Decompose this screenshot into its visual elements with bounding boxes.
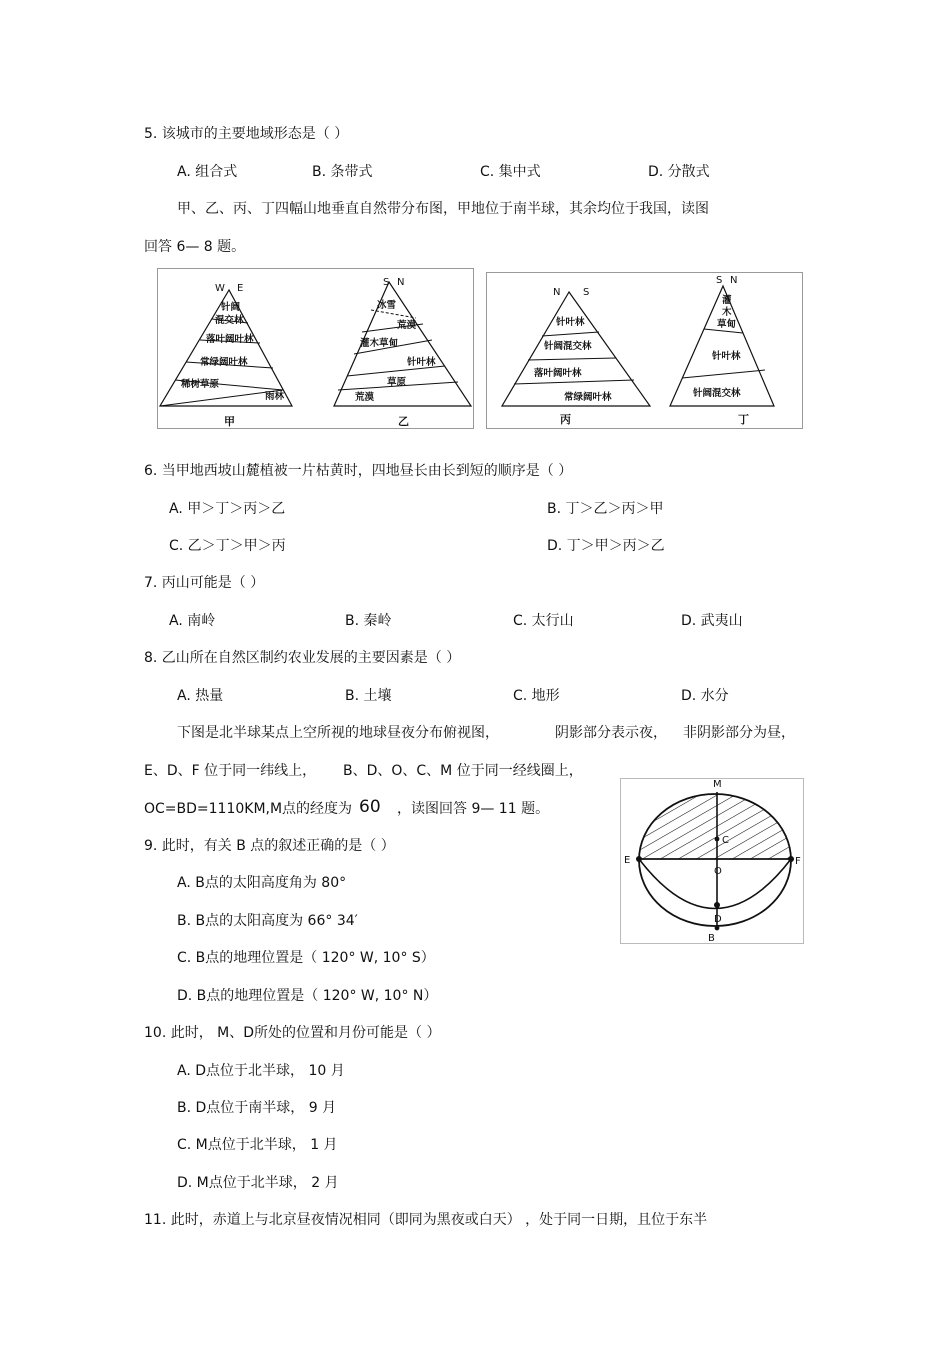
q8-option-a: A. 热量 [177,688,224,704]
q9-option-a: A. B点的太阳高度角为 80° [177,875,347,891]
bing-zone-2: 针阔混交林 [544,341,592,352]
q8-option-b: B. 土壤 [345,688,392,704]
yi-dir-right: N [397,277,405,288]
q5-stem: 5. 该城市的主要地域形态是（ ） [144,126,349,142]
bing-zone-1: 针叶林 [556,317,585,328]
q9-stem: 9. 此时，有关 B 点的叙述正确的是（ ） [144,838,395,854]
intro2-line3c: ，读图回答 9— 11 题。 [397,801,550,817]
jia-caption: 甲 [224,415,235,428]
bing-dir-right: S [583,287,590,298]
label-o: O [714,866,722,877]
q6-option-c: C. 乙＞丁＞甲＞丙 [169,538,286,554]
bing-zone-3: 落叶阔叶林 [534,368,582,379]
bing-caption: 丙 [560,413,571,426]
intro2-line2a: E、D、F 位于同一纬线上， [144,763,317,779]
intro2-line1c: 非阴影部分为昼， [683,725,795,741]
ding-zone-3: 草甸 [717,319,737,330]
intro1-line1: 甲、乙、丙、丁四幅山地垂直自然带分布图，甲地位于南半球，其余均位于我国，读图 [177,201,709,217]
q6-option-a: A. 甲＞丁＞丙＞乙 [169,501,286,517]
q5-option-a: A. 组合式 [177,164,238,180]
q10-option-d: D. M点位于北半球， 2 月 [177,1175,339,1191]
ding-caption: 丁 [738,413,749,426]
q8-option-c: C. 地形 [513,688,560,704]
mountain-jia [160,283,292,428]
yi-zone-2: 荒漠 [397,320,417,331]
yi-zone-6: 荒漠 [355,392,375,403]
intro2-line1a: 下图是北半球某点上空所视的地球昼夜分布俯视图， [177,725,499,741]
yi-dir-left: S [383,277,390,288]
q6-option-d: D. 丁＞甲＞丙＞乙 [547,538,665,554]
intro2-line3a: OC=BD=1110KM,M点的经度为 [144,801,353,817]
yi-zone-5: 草原 [387,377,407,388]
q5-option-b: B. 条带式 [312,164,373,180]
q10-option-a: A. D点位于北半球， 10 月 [177,1063,345,1079]
jia-dir-left: W [215,283,225,294]
q5-option-c: C. 集中式 [480,164,541,180]
yi-caption: 乙 [398,415,409,428]
bing-dir-left: N [553,287,561,298]
mountain-yi [334,277,471,428]
jia-zone-6: 雨林 [265,391,285,402]
q9-option-c: C. B点的地理位置是（ 120° W, 10° S） [177,950,435,966]
yi-zone-3: 灌木草甸 [360,338,399,349]
ding-dir-left: S [716,275,723,286]
ding-zone-5: 针阔混交林 [693,388,741,399]
jia-zone-5: 稀树草原 [181,379,220,390]
q10-stem: 10. 此时， M、D所处的位置和月份可能是（ ） [144,1025,441,1041]
label-e: E [624,855,631,866]
jia-zone-3: 落叶阔叶林 [206,334,254,345]
q7-stem: 7. 丙山可能是（ ） [144,575,265,591]
ding-zone-2: 木 [722,307,732,318]
q6-stem: 6. 当甲地西坡山麓植被一片枯黄时，四地昼长由长到短的顺序是（ ） [144,463,573,479]
yi-zone-4: 针叶林 [407,357,436,368]
q8-stem: 8. 乙山所在自然区制约农业发展的主要因素是（ ） [144,650,461,666]
label-d: D [714,914,722,925]
q6-option-b: B. 丁＞乙＞丙＞甲 [547,501,664,517]
label-m: M [713,779,722,790]
q9-option-b: B. B点的太阳高度为 66° 34′ [177,913,358,929]
mountain-figure-bing-ding [486,272,804,430]
q9-option-d: D. B点的地理位置是（ 120° W, 10° N） [177,988,438,1004]
yi-zone-1: 冰雪 [377,300,397,311]
mountain-bing [502,287,650,426]
q7-option-a: A. 南岭 [169,613,216,629]
label-c: C [722,835,729,846]
jia-zone-1: 针阔 [221,302,241,313]
q7-option-c: C. 太行山 [513,613,574,629]
globe-day-night-diagram [620,778,804,944]
q11-stem: 11. 此时，赤道上与北京昼夜情况相同（即同为黑夜或白天） ，处于同一日期，且位于东半 [144,1212,708,1228]
label-b: B [708,933,715,944]
ding-zone-1: 灌 [722,295,732,306]
jia-zone-4: 常绿阔叶林 [200,357,248,368]
ding-zone-4: 针叶林 [712,351,741,362]
mountain-ding [670,275,774,426]
jia-dir-right: E [237,283,244,294]
ding-dir-right: N [730,275,738,286]
intro2-line2b: B、D、O、C、M 位于同一经线圈上， [343,763,583,779]
q7-option-b: B. 秦岭 [345,613,392,629]
q10-option-c: C. M点位于北半球， 1 月 [177,1137,338,1153]
intro1-line2: 回答 6— 8 题。 [144,239,246,255]
intro2-line1b: 阴影部分表示夜， [555,725,667,741]
q5-option-d: D. 分散式 [648,164,710,180]
q7-option-d: D. 武夷山 [681,613,743,629]
bing-zone-4: 常绿阔叶林 [564,392,612,403]
intro2-longitude-value: 60 [359,797,381,817]
label-f: F [795,856,801,867]
jia-zone-2: 混交林 [215,315,244,326]
mountain-figure-jia-yi [157,268,475,430]
q8-option-d: D. 水分 [681,688,729,704]
q10-option-b: B. D点位于南半球， 9 月 [177,1100,337,1116]
